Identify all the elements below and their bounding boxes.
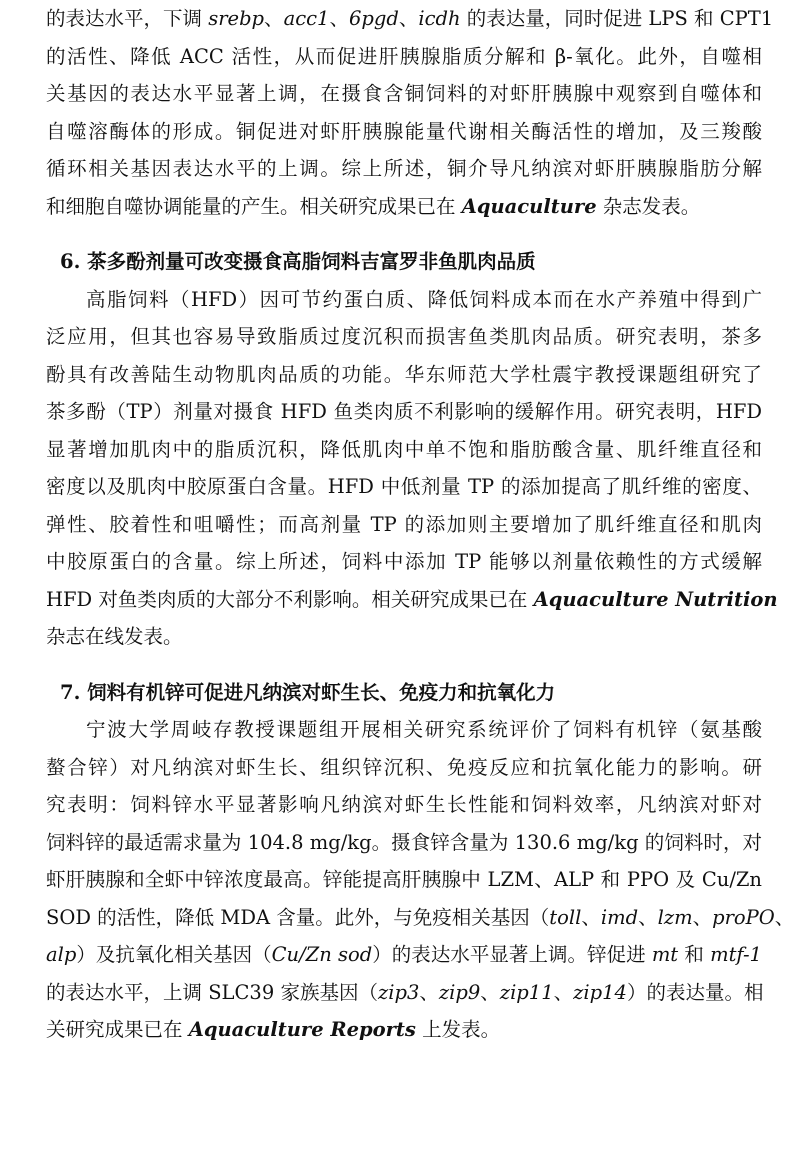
text-run: 弹性、胶着性和咀嚼性；而高剂量 TP 的添加则主要增加了肌纤维直径和肌肉 [46,512,762,536]
paragraph-line [46,75,762,113]
paragraph-line [46,786,762,824]
text-run: 杂志在线发表。 [46,625,183,648]
gene-name: mtf-1 [710,943,762,966]
text-run: 和 [678,943,711,966]
gene-name: zip11 [499,980,554,1004]
gene-name: mt [651,943,679,966]
journal-name: Aquaculture Nutrition [533,587,778,611]
gene-name: Cu/Zn sod [271,943,373,966]
paragraph-line [46,974,762,1012]
text-run: 关基因的表达水平显著上调，在摄食含铜饲料的对虾肝胰腺中观察到自噬体和 [46,82,762,105]
paragraph-line [46,506,762,544]
text-run: SOD 的活性，降低 MDA 含量。此外，与免疫相关基因（ [46,905,550,929]
text-run: ）及抗氧化相关基因（ [76,943,272,966]
text-run: 、 [692,905,713,929]
text-run: 、 [329,7,349,30]
gene-name: alp [46,943,77,966]
gene-name: zip14 [573,980,627,1004]
paragraph-line [46,899,795,937]
paragraph-line [46,356,762,394]
text-run: 、 [581,905,601,929]
paragraph-line [46,281,762,319]
paragraph-line [46,1011,762,1049]
text-run: 显著增加肌肉中的脂质沉积，降低肌肉中单不饱和脂肪酸含量、肌纤维直径和 [46,437,762,461]
text-run: 上发表。 [415,1018,501,1041]
text-run: 的表达量，同时促进 LPS 和 CPT1 [460,7,774,30]
gene-name: lzm [657,905,693,929]
text-run: 、 [264,7,284,30]
text-run: 茶多酚（TP）剂量对摄食 HFD 鱼类肉质不利影响的缓解作用。研究表明，HFD [46,400,762,423]
text-run: HFD 对鱼类肉质的大部分不利影响。相关研究成果已在 [46,587,534,611]
text-run: 酚具有改善陆生动物肌肉品质的功能。华东师范大学杜震宇教授课题组研究了 [46,362,762,386]
paragraph-line [46,113,762,151]
gene-name: 6pgd [348,7,399,30]
text-run: 、 [398,7,419,30]
paragraph-line [46,543,762,581]
text-run: 虾肝胰腺和全虾中锌浓度最高。锌能提高肝胰腺中 LZM、ALP 和 PPO 及 Cu/Zn [46,868,762,891]
text-run: 循环相关基因表达水平的上调。综上所述，铜介导凡纳滨对虾肝胰腺脂肪分解 [46,157,762,180]
paragraph-line [46,711,762,749]
paragraph-line [46,188,762,226]
paragraph-line [46,581,778,619]
text-run: 和细胞自噬协调能量的产生。相关研究成果已在 [46,194,462,218]
gene-name: icdh [418,7,461,30]
gene-name: zip9 [438,980,481,1004]
section-6 [46,243,778,656]
paragraph-line [46,861,762,899]
text-run: 究表明：饲料锌水平显著影响凡纳滨对虾生长性能和饲料效率，凡纳滨对虾对 [46,793,762,816]
text-run: 、 [638,905,658,929]
text-run: 饲料锌的最适需求量为 104.8 mg/kg。摄食锌含量为 130.6 mg/kg 的饲料时，对 [46,830,762,854]
paragraph-line [46,150,762,188]
text-run: 泛应用，但其也容易导致脂质过度沉积而损害鱼类肌肉品质。研究表明，茶多 [46,325,762,348]
text-run: ）的表达量。相 [626,980,764,1004]
paragraph-line [46,393,762,431]
text-run: 、 [419,980,439,1004]
text-run: 的活性、降低 ACC 活性，从而促进肝胰腺脂质分解和 β-氧化。此外，自噬相 [46,44,762,68]
section-heading: 6. 茶多酚剂量可改变摄食高脂饲料吉富罗非鱼肌肉品质 [60,250,536,273]
text-run: 高脂饲料（HFD）因可节约蛋白质、降低饲料成本而在水产养殖中得到广 [86,287,762,311]
text-run: 中胶原蛋白的含量。综上所述，饲料中添加 TP 能够以剂量依赖性的方式缓解 [46,550,762,573]
section-5-continuation [46,0,774,225]
text-run: 宁波大学周岐存教授课题组开展相关研究系统评价了饲料有机锌（氨基酸 [86,718,762,741]
text-run: 、 [480,980,500,1004]
gene-name: proPO [712,905,775,929]
gene-name: imd [600,905,639,929]
paragraph-line [46,749,762,787]
gene-name: zip3 [377,980,420,1004]
text-run: 、 [553,980,574,1004]
paragraph-line [46,38,762,76]
text-run: ）的表达水平显著上调。锌促进 [372,943,652,966]
text-run: 的表达水平，上调 SLC39 家族基因（ [46,980,378,1004]
paragraph-line [46,431,762,469]
paragraph-line [46,0,774,38]
text-run: 螯合锌）对凡纳滨对虾生长、组织锌沉积、免疫反应和抗氧化能力的影响。研 [46,755,762,779]
journal-name: Aquaculture [461,194,597,218]
text-run: 的表达水平，下调 [46,7,209,30]
text-run: 、 [774,905,795,929]
gene-name: srebp [208,7,265,30]
paragraph-line [46,468,762,506]
paragraph-line [46,936,762,974]
text-run: 关研究成果已在 [46,1018,189,1041]
journal-name: Aquaculture Reports [188,1018,416,1041]
text-run: 密度以及肌肉中胶原蛋白含量。HFD 中低剂量 TP 的添加提高了肌纤维的密度、 [46,475,762,498]
paragraph-line [46,824,762,862]
text-run: 自噬溶酶体的形成。铜促进对虾肝胰腺能量代谢相关酶活性的增加，及三羧酸 [46,119,762,143]
paragraph-line [46,318,762,356]
section-heading: 7. 饲料有机锌可促进凡纳滨对虾生长、免疫力和抗氧化力 [60,680,556,704]
paragraph-line [46,618,762,656]
section-7 [46,674,795,1049]
gene-name: acc1 [283,7,330,30]
text-run: 杂志发表。 [596,194,701,218]
gene-name: toll [549,905,582,929]
